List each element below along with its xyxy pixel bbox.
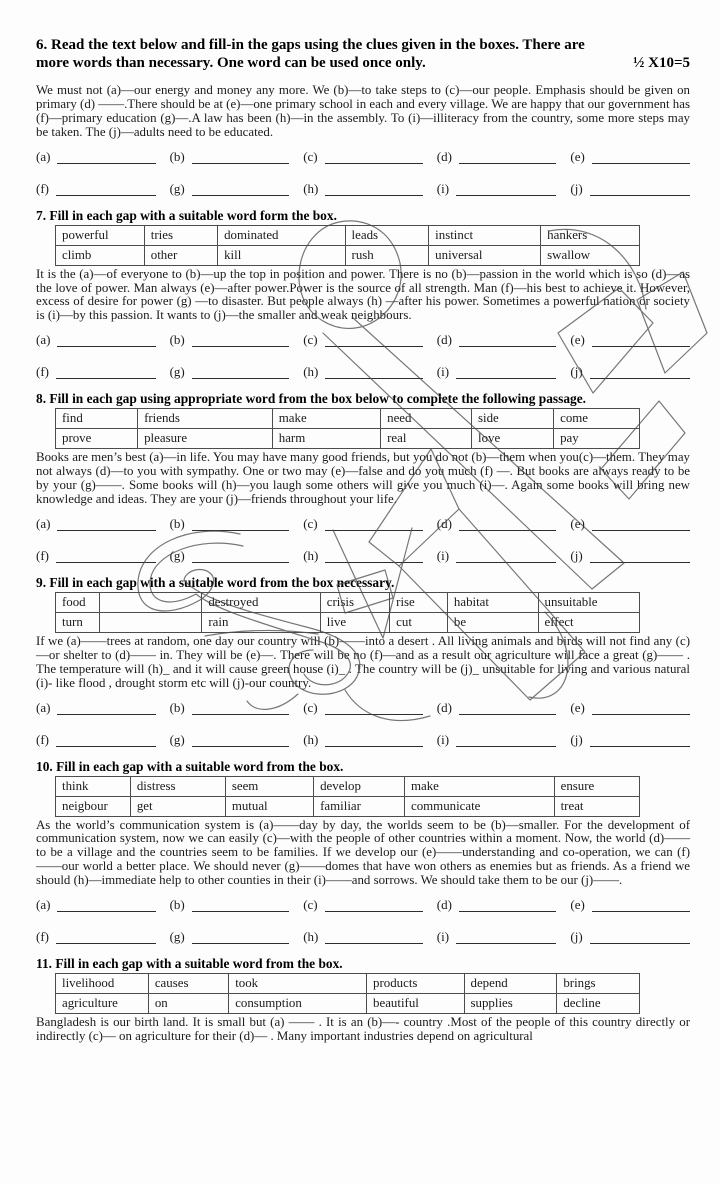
answer-blank-line [192, 364, 289, 379]
word-box-cell: pleasure [138, 429, 273, 449]
answer-blank-label: (e) [570, 515, 585, 531]
answer-blank [437, 897, 557, 912]
word-box-row [56, 225, 640, 245]
answer-blank-label: (e) [570, 699, 585, 715]
word-box-cell: dominated [218, 225, 345, 245]
word-box-cell: love [472, 429, 554, 449]
answer-blank-label: (a) [36, 699, 51, 715]
answer-blank [303, 548, 423, 563]
exercise-section-8 [36, 391, 690, 563]
answer-blank [170, 732, 290, 747]
section-heading: 10. Fill in each gap with a suitable word from the box. [36, 758, 344, 774]
passage-text: As the world’s communication system is (a)——day by day, the worlds seem to be (b)—smaller. For the development of communication system, now we can easily (c)—with the people of other countries within a moment. Now, the world (d)——to be a village and the countries seem to be families. If we develop our (e)——understanding and co-operation, we can (f)——our world a better place. We should never (g)——domes that have won others as enemies but as friends. As a friend we should (h)—immediate help to other counties in their (i)——and sorrows. We should take them to be our (j)——. [36, 817, 690, 888]
answer-blank-label: (j) [570, 731, 583, 747]
section-heading: 7. Fill in each gap with a suitable word form the box. [36, 207, 337, 223]
answer-blank-line [592, 516, 690, 531]
answer-blank-label: (j) [570, 180, 583, 196]
word-box-cell: turn [56, 612, 100, 632]
answer-blank-label: (f) [36, 929, 49, 945]
answer-blank [36, 700, 156, 715]
answer-blank-label: (b) [169, 897, 185, 913]
answer-blank-line [325, 700, 423, 715]
exercise-section-11 [36, 956, 690, 1044]
answer-blank-label: (i) [436, 929, 450, 945]
word-box-cell: powerful [56, 225, 145, 245]
word-box-cell: familiar [314, 796, 405, 816]
answer-blank [36, 732, 156, 747]
answer-blank [303, 364, 423, 379]
section-heading [36, 36, 690, 72]
word-box-cell: rain [202, 612, 320, 632]
answer-blank [36, 149, 156, 164]
word-box-cell: took [229, 974, 367, 994]
answer-blank-line [192, 516, 289, 531]
answer-blank [437, 929, 557, 944]
answer-blank [36, 516, 156, 531]
answer-blank-label: (j) [570, 929, 583, 945]
answer-blank [570, 548, 690, 563]
word-box-cell: rush [345, 245, 429, 265]
answer-blank-label: (e) [570, 148, 585, 164]
answer-blank-label: (f) [36, 731, 49, 747]
answer-blank-label: (b) [169, 699, 185, 715]
answer-blank-label: (i) [436, 731, 450, 747]
word-box-cell: treat [554, 796, 640, 816]
word-box-cell: crisis [320, 592, 389, 612]
answer-blank-label: (c) [303, 699, 318, 715]
word-box-cell: live [320, 612, 389, 632]
answer-blank-line [192, 929, 289, 944]
word-box-cell: causes [148, 974, 228, 994]
answer-blank-line [459, 149, 556, 164]
word-box-cell: real [381, 429, 472, 449]
answer-blank-line [592, 700, 690, 715]
word-box-table [55, 776, 640, 817]
word-box-cell: depend [464, 974, 557, 994]
answer-blank [303, 700, 423, 715]
answer-blank-label: (a) [36, 332, 51, 348]
passage-text: Bangladesh is our birth land. It is small but (a) —— . It is an (b)—- country .Most of the people of this country directly or indirectly (c)— on agriculture for their (d)— . Many important industries depend on agricultural [36, 1015, 690, 1043]
word-box-row [56, 994, 640, 1014]
answer-blank [36, 364, 156, 379]
answer-blank [570, 929, 690, 944]
word-box-cell: destroyed [202, 592, 320, 612]
answer-blank-line [590, 929, 690, 944]
answer-blank-label: (g) [169, 731, 185, 747]
answer-blank [36, 181, 156, 196]
answer-blank-label: (h) [303, 929, 319, 945]
word-box-cell: effect [538, 612, 640, 632]
answer-blanks-row [36, 149, 690, 164]
answer-blank-label: (e) [570, 897, 585, 913]
word-box-cell: kill [218, 245, 345, 265]
word-box-cell: products [367, 974, 464, 994]
word-box-cell: instinct [429, 225, 541, 245]
answer-blank-line [56, 929, 156, 944]
passage-text: We must not (a)—our energy and money any more. We (b)—to take steps to (c)—our people. Emphasis should be given on primary (d) ——.There should be at (e)—one primary school in each and every village. We are happy that our government has (f)—primary education (g)—.A law has been (h)—in the assembly. To (i)—illiteracy from the country, some more steps may be taken. The (j)—adults need to be educated. [36, 83, 690, 139]
answer-blank-label: (d) [436, 148, 452, 164]
answer-blank-label: (i) [436, 547, 450, 563]
word-box-cell: food [56, 592, 100, 612]
word-box-table [55, 592, 640, 633]
answer-blank-line [325, 929, 422, 944]
answer-blank [303, 149, 423, 164]
answer-blank-line [590, 732, 690, 747]
answer-blank [570, 700, 690, 715]
exercise-section-7 [36, 208, 690, 380]
answer-blank-label: (g) [169, 364, 185, 380]
word-box-cell: unsuitable [538, 592, 640, 612]
answer-blank [170, 516, 290, 531]
answer-blank [170, 897, 290, 912]
marks-label: ½ X10=5 [633, 55, 690, 71]
exercise-section-6 [36, 36, 690, 196]
answer-blank-label: (c) [303, 515, 318, 531]
answer-blank [36, 929, 156, 944]
answer-blank [303, 181, 423, 196]
word-box-cell: ensure [554, 776, 640, 796]
answer-blank-label: (c) [303, 897, 318, 913]
answer-blank [303, 732, 423, 747]
answer-blank-line [56, 364, 156, 379]
answer-blank-line [592, 897, 690, 912]
word-box-cell: prove [56, 429, 138, 449]
word-box-cell: agriculture [56, 994, 149, 1014]
answer-blank-label: (g) [169, 929, 185, 945]
answer-blank-line [590, 548, 690, 563]
answer-blank [170, 364, 290, 379]
answer-blank-label: (f) [36, 547, 49, 563]
answer-blank [437, 149, 557, 164]
answer-blank-line [192, 700, 289, 715]
answer-blank [570, 732, 690, 747]
word-box-table [55, 225, 640, 266]
answer-blank [303, 929, 423, 944]
answer-blank-line [456, 364, 556, 379]
answer-blank-line [325, 897, 423, 912]
answer-blanks-row [36, 929, 690, 944]
word-box-cell: communicate [404, 796, 554, 816]
word-box-row [56, 409, 640, 429]
answer-blank-line [325, 181, 422, 196]
answer-blank-line [192, 181, 289, 196]
answer-blank [170, 548, 290, 563]
word-box-cell: habitat [447, 592, 538, 612]
word-box-cell: tries [144, 225, 217, 245]
answer-blank-label: (g) [169, 547, 185, 563]
answer-blank-label: (g) [169, 180, 185, 196]
answer-blank-label: (b) [169, 515, 185, 531]
word-box-cell: pay [554, 429, 640, 449]
word-box-row [56, 592, 640, 612]
word-box-cell: hankers [541, 225, 640, 245]
answer-blanks-row [36, 897, 690, 912]
word-box-cell: seem [225, 776, 313, 796]
word-box-row [56, 245, 640, 265]
answer-blanks-row [36, 548, 690, 563]
answer-blank [36, 332, 156, 347]
answer-blank-label: (d) [436, 515, 452, 531]
answer-blanks-row [36, 332, 690, 347]
answer-blank [170, 332, 290, 347]
answer-blanks-row [36, 364, 690, 379]
answer-blank [437, 364, 557, 379]
word-box-cell [100, 612, 202, 632]
answer-blank-label: (d) [436, 699, 452, 715]
word-box-cell: need [381, 409, 472, 429]
answer-blank-line [592, 149, 690, 164]
answer-blank [170, 929, 290, 944]
answer-blank-line [56, 732, 156, 747]
answer-blank-line [57, 516, 155, 531]
word-box-cell: beautiful [367, 994, 464, 1014]
word-box-cell: think [56, 776, 131, 796]
answer-blank-label: (h) [303, 364, 319, 380]
answer-blank-label: (e) [570, 332, 585, 348]
answer-blank [437, 181, 557, 196]
answer-blank [437, 516, 557, 531]
word-box-row [56, 429, 640, 449]
answer-blank [170, 700, 290, 715]
section-heading: 8. Fill in each gap using appropriate word from the box below to complete the following passage. [36, 391, 587, 407]
answer-blank-label: (h) [303, 180, 319, 196]
word-box-cell: supplies [464, 994, 557, 1014]
word-box-cell: mutual [225, 796, 313, 816]
word-box-cell: harm [272, 429, 380, 449]
answer-blank-line [592, 332, 690, 347]
answer-blank-line [56, 548, 156, 563]
section-heading: 11. Fill in each gap with a suitable word from the box. [36, 956, 343, 972]
answer-blank [437, 548, 557, 563]
answer-blank [437, 332, 557, 347]
answer-blank-line [192, 732, 289, 747]
answer-blank-label: (a) [36, 897, 51, 913]
answer-blank-label: (i) [436, 364, 450, 380]
word-box-cell: livelihood [56, 974, 149, 994]
word-box-row [56, 612, 640, 632]
word-box-cell: distress [130, 776, 225, 796]
answer-blank-label: (h) [303, 731, 319, 747]
answer-blank-label: (i) [436, 180, 450, 196]
word-box-cell: come [554, 409, 640, 429]
word-box-cell: leads [345, 225, 429, 245]
answer-blank [303, 897, 423, 912]
word-box-table [55, 408, 640, 449]
answer-blank-line [456, 732, 556, 747]
word-box-row [56, 974, 640, 994]
answer-blank-line [325, 149, 423, 164]
answer-blank-line [325, 516, 423, 531]
answer-blank-line [56, 181, 156, 196]
word-box-cell: decline [557, 994, 640, 1014]
word-box-cell: other [144, 245, 217, 265]
answer-blanks-row [36, 700, 690, 715]
word-box-cell: rise [390, 592, 448, 612]
answer-blank-line [456, 929, 556, 944]
answer-blank [303, 332, 423, 347]
answer-blank-line [325, 364, 422, 379]
word-box-cell: consumption [229, 994, 367, 1014]
word-box-cell: be [447, 612, 538, 632]
answer-blank-label: (j) [570, 547, 583, 563]
word-box-cell: universal [429, 245, 541, 265]
answer-blank-line [325, 548, 422, 563]
answer-blank [570, 516, 690, 531]
exercise-section-9 [36, 575, 690, 747]
word-box-cell: get [130, 796, 225, 816]
word-box-cell: neigbour [56, 796, 131, 816]
answer-blanks-row [36, 181, 690, 196]
answer-blank [170, 149, 290, 164]
answer-blanks-row [36, 516, 690, 531]
answer-blanks-row [36, 732, 690, 747]
answer-blank-line [459, 516, 556, 531]
passage-text: Books are men’s best (a)—in life. You may have many good friends, but you do not (b)—them when you(c)—them. They may not always (d)—to you with sympathy. One or two may (e)—false and do you much (f) —. But books are always ready to be by your (g)——. Some books will (h)—you laugh some others will give you much (i)—. Again some books will bring new knowledge and ideas. They are your (j)—friends throughout your life. [36, 450, 690, 506]
word-box-cell: make [404, 776, 554, 796]
answer-blank [303, 516, 423, 531]
answer-blank-line [192, 548, 289, 563]
answer-blank [570, 897, 690, 912]
answer-blank-label: (d) [436, 897, 452, 913]
answer-blank-line [459, 897, 556, 912]
answer-blank [437, 732, 557, 747]
word-box-cell: cut [390, 612, 448, 632]
answer-blank [570, 149, 690, 164]
answer-blank-label: (b) [169, 148, 185, 164]
answer-blank [437, 700, 557, 715]
answer-blank-label: (j) [570, 364, 583, 380]
word-box-cell: swallow [541, 245, 640, 265]
answer-blank-label: (f) [36, 180, 49, 196]
answer-blank-line [459, 332, 556, 347]
answer-blank-line [57, 700, 155, 715]
word-box-cell [100, 592, 202, 612]
answer-blank-line [57, 332, 155, 347]
section-heading: 9. Fill in each gap with a suitable word from the box necessary. [36, 574, 395, 590]
answer-blank [570, 364, 690, 379]
word-box-cell: brings [557, 974, 640, 994]
answer-blank-line [192, 897, 289, 912]
answer-blank-line [590, 364, 690, 379]
answer-blank-label: (c) [303, 148, 318, 164]
answer-blank-label: (d) [436, 332, 452, 348]
word-box-cell: side [472, 409, 554, 429]
word-box-cell: make [272, 409, 380, 429]
answer-blank-line [456, 181, 556, 196]
answer-blank-line [57, 897, 155, 912]
passage-text: It is the (a)—of everyone to (b)—up the top in position and power. There is no (b)—passion in the world which is so (d)—as the love of power. Man always (e)—after power.Power is the source of all strength. Man (f)—his best to achieve it. However, excess of desire for power (g) —to disaster. But people always (h) —after his power. Sometimes a powerful nation or society is (i)—by this passion. It wants to (j)—the smaller and weak neighbours. [36, 266, 690, 323]
answer-blank-line [57, 149, 155, 164]
answer-blank-label: (f) [36, 364, 49, 380]
section-title: 6. Read the text below and fill-in the gaps using the clues given in the boxes. There are more words than necessary. One word can be used once only. [36, 37, 585, 71]
answer-blank-line [325, 732, 422, 747]
exercise-section-10 [36, 759, 690, 945]
answer-blank-line [459, 700, 556, 715]
answer-blank-label: (h) [303, 547, 319, 563]
answer-blank-line [325, 332, 423, 347]
answer-blank [170, 181, 290, 196]
passage-text: If we (a)——trees at random, one day our country will (b)——into a desert . All living animals and birds will not find any (c)—or shelter to (d)—— in. They will be (e)—. There will be no (f)—and as a result our agriculture will face a great (g)—— . The temperature will (h)_ and it will cause green house (i)_ . The country will be (j)_ unsuitable for living and various natural (i)- like flood , drought storm etc will (j)-our country. [36, 633, 690, 690]
word-box-cell: find [56, 409, 138, 429]
answer-blank [570, 181, 690, 196]
word-box-cell: develop [314, 776, 405, 796]
word-box-cell: on [148, 994, 228, 1014]
answer-blank-line [456, 548, 556, 563]
answer-blank-line [192, 149, 289, 164]
answer-blank [570, 332, 690, 347]
answer-blank [36, 548, 156, 563]
answer-blank-label: (b) [169, 332, 185, 348]
answer-blank-label: (a) [36, 515, 51, 531]
answer-blank-label: (c) [303, 332, 318, 348]
answer-blank-line [192, 332, 289, 347]
word-box-cell: friends [138, 409, 273, 429]
word-box-cell: climb [56, 245, 145, 265]
word-box-table [55, 973, 640, 1014]
answer-blank-line [590, 181, 690, 196]
answer-blank-label: (a) [36, 148, 51, 164]
word-box-row [56, 776, 640, 796]
answer-blank [36, 897, 156, 912]
word-box-row [56, 796, 640, 816]
